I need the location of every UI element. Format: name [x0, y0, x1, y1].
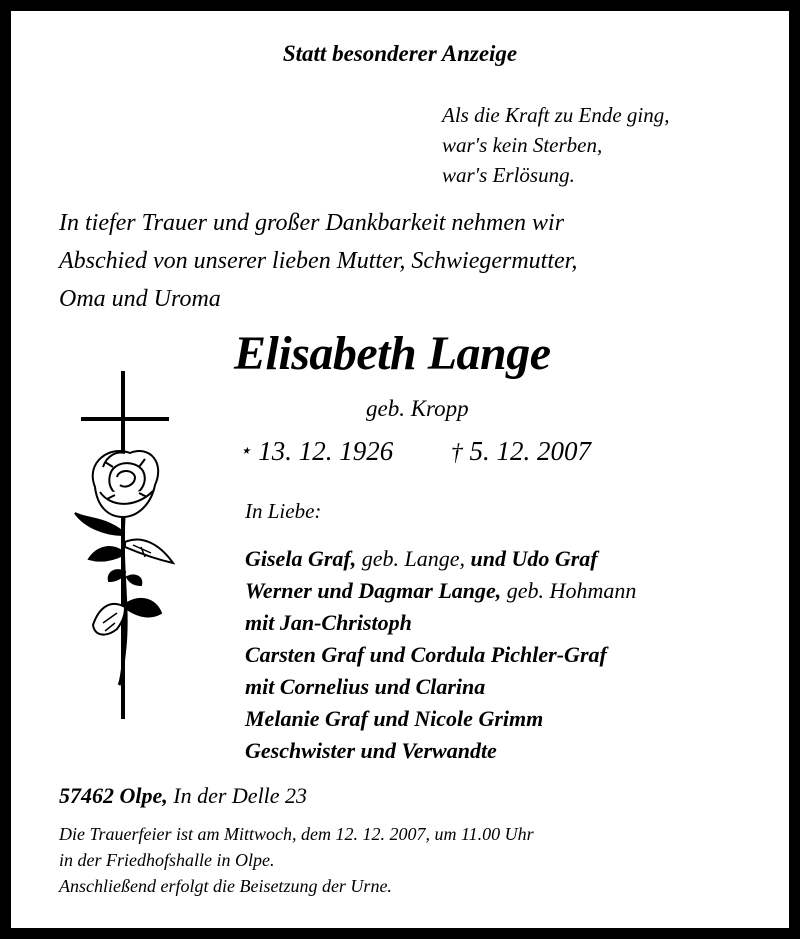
motto-line: war's Erlösung. [442, 163, 575, 187]
family-name: Melanie Graf und Nicole Grimm [245, 706, 544, 731]
notice-heading: Statt besonderer Anzeige [282, 41, 518, 66]
funeral-info [59, 821, 534, 899]
birth-star-icon: ⋆ [239, 440, 252, 462]
family-name: Geschwister und Verwandte [245, 738, 497, 763]
family-name: mit Jan-Christoph [245, 610, 412, 635]
deceased-name: Elisabeth Lange [234, 327, 551, 380]
family-name: Carsten Graf und Cordula Pichler-Graf [245, 642, 607, 667]
birth-date: 13. 12. 1926 [258, 436, 394, 466]
family-name: mit Cornelius und Clarina [245, 674, 486, 699]
motto-line: war's kein Sterben, [442, 133, 603, 157]
birth-name: geb. Kropp [366, 396, 469, 421]
family-member-line [245, 543, 598, 575]
cross-with-rose-icon [55, 367, 195, 727]
death-date: 5. 12. 2007 [469, 436, 592, 466]
life-dates [239, 436, 591, 467]
address [59, 783, 307, 809]
family-name: und Udo Graf [464, 546, 598, 571]
family-birth-name: geb. Lange, [356, 546, 465, 571]
motto-line: Als die Kraft zu Ende ging, [442, 103, 670, 127]
intro-line: Abschied von unserer lieben Mutter, Schwiegermutter, [59, 248, 578, 274]
family-name: Gisela Graf, [245, 546, 357, 571]
in-love-label: In Liebe: [245, 499, 322, 523]
family-birth-name: geb. Hohmann [501, 578, 637, 603]
funeral-line: Die Trauerfeier ist am Mittwoch, dem 12. 12. 2007, um 11.00 Uhr [59, 824, 534, 844]
family-member-line [245, 703, 543, 735]
family-member-line [245, 575, 636, 607]
address-street: In der Delle 23 [167, 783, 308, 808]
family-member-line [245, 735, 497, 767]
intro-line: Oma und Uroma [59, 286, 221, 312]
family-member-line [245, 607, 412, 639]
family-name: Werner und Dagmar Lange, [245, 578, 502, 603]
family-member-line [245, 671, 485, 703]
death-dagger-icon: † [450, 440, 463, 466]
intro-line: In tiefer Trauer und großer Dankbarkeit nehmen wir [59, 210, 565, 236]
funeral-line: Anschließend erfolgt die Beisetzung der Urne. [59, 876, 392, 896]
address-place: 57462 Olpe, [59, 783, 168, 808]
family-member-line [245, 639, 607, 671]
funeral-line: in der Friedhofshalle in Olpe. [59, 850, 275, 870]
intro-text [59, 204, 577, 318]
